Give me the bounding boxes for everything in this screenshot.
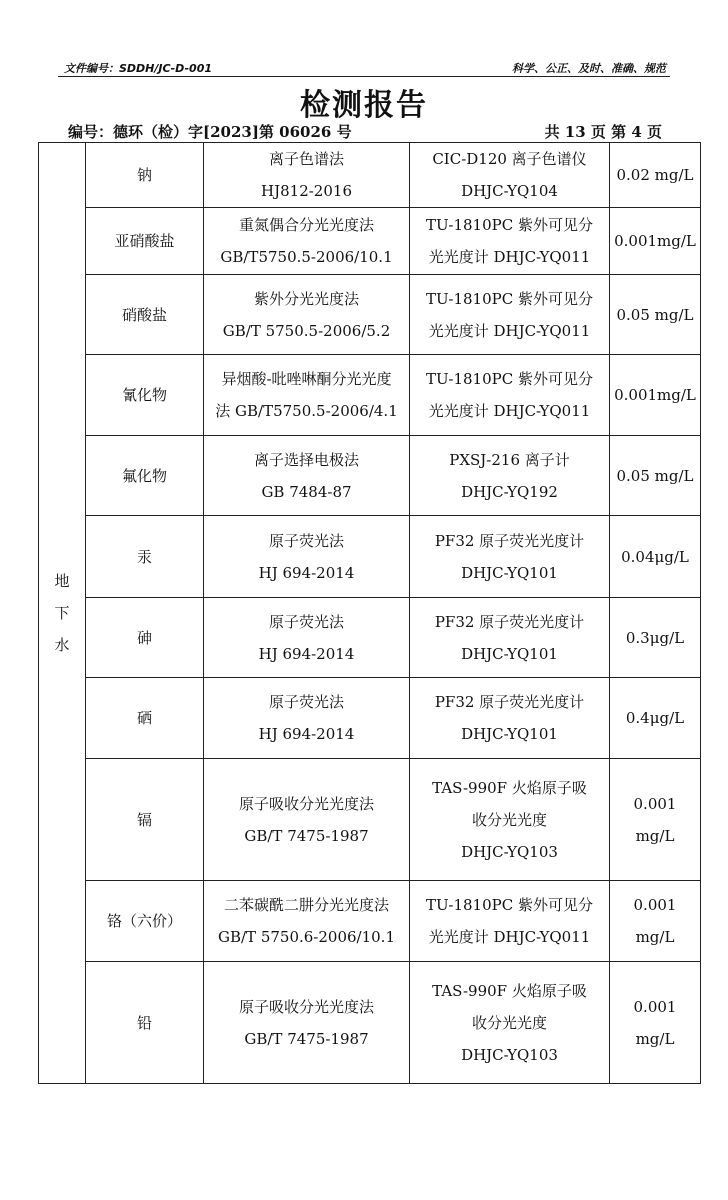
instrument-line: DHJC-YQ103 — [461, 842, 558, 861]
limit-cell: 0.001 mg/L — [610, 962, 701, 1084]
method-cell — [204, 143, 410, 208]
table-row — [39, 355, 701, 436]
limit-cell: 0.001mg/L — [610, 355, 701, 436]
method-table — [38, 142, 701, 1084]
instrument-cell — [410, 962, 610, 1084]
instrument-line: PF32 原子荧光光度计 — [434, 612, 585, 631]
instrument-line: DHJC-YQ192 — [461, 482, 558, 501]
table-row — [39, 881, 701, 962]
limit-cell: 0.001 mg/L — [610, 881, 701, 962]
category-char: 水 — [54, 636, 70, 654]
motto: 科学、公正、及时、准确、规范 — [512, 62, 666, 75]
method-line: 重氮偶合分光光度法 — [238, 216, 374, 234]
report-number: 编号：德环（检）字[2023]第 06026 号 — [68, 123, 352, 141]
table-row — [39, 962, 701, 1084]
method-cell — [204, 275, 410, 355]
method-line: 二苯碳酰二肼分光光度法 — [223, 896, 389, 914]
instrument-cell — [410, 598, 610, 678]
method-line: 原子荧光法 — [268, 693, 344, 711]
method-cell — [204, 516, 410, 598]
document-header — [58, 58, 670, 76]
limit-cell: 0.05 mg/L — [610, 275, 701, 355]
instrument-line: TU-1810PC 紫外可见分 — [426, 216, 593, 234]
instrument-line: DHJC-YQ101 — [461, 644, 558, 663]
header-divider — [58, 76, 670, 77]
instrument-cell — [410, 275, 610, 355]
instrument-line: TU-1810PC 紫外可见分 — [426, 370, 593, 388]
page-count: 共 13 页 第 4 页 — [544, 123, 662, 141]
instrument-line: TAS-990F 火焰原子吸 — [432, 778, 587, 797]
instrument-cell — [410, 355, 610, 436]
method-line: 原子吸收分光光度法 — [238, 794, 374, 813]
method-line: HJ 694-2014 — [258, 644, 355, 663]
category-char: 下 — [54, 604, 70, 622]
instrument-line: PF32 原子荧光光度计 — [434, 531, 585, 550]
item-cell: 硝酸盐 — [86, 275, 204, 355]
limit-cell: 0.05 mg/L — [610, 436, 701, 516]
instrument-line: CIC-D120 离子色谱仪 — [432, 150, 587, 168]
item-cell: 铬（六价） — [86, 881, 204, 962]
instrument-cell — [410, 436, 610, 516]
category-char: 地 — [54, 572, 70, 590]
instrument-cell — [410, 516, 610, 598]
instrument-cell — [410, 208, 610, 275]
table-row — [39, 678, 701, 759]
method-cell — [204, 208, 410, 275]
instrument-cell — [410, 678, 610, 759]
limit-cell: 0.4μg/L — [610, 678, 701, 759]
instrument-line: 光光度计 DHJC-YQ011 — [428, 321, 591, 340]
instrument-line: TAS-990F 火焰原子吸 — [432, 981, 587, 1000]
table-row — [39, 143, 701, 208]
instrument-cell — [410, 759, 610, 881]
instrument-line: PF32 原子荧光光度计 — [434, 693, 585, 711]
method-cell — [204, 355, 410, 436]
method-line: 原子荧光法 — [268, 531, 344, 550]
limit-cell: 0.3μg/L — [610, 598, 701, 678]
method-cell — [204, 759, 410, 881]
method-line: HJ812-2016 — [261, 182, 352, 200]
method-line: 原子荧光法 — [268, 612, 344, 631]
method-line: GB/T 5750.5-2006/5.2 — [222, 321, 391, 340]
method-line: GB 7484-87 — [261, 482, 352, 501]
category-cell — [39, 143, 86, 1084]
instrument-cell — [410, 143, 610, 208]
table-row — [39, 208, 701, 275]
item-cell: 氰化物 — [86, 355, 204, 436]
file-number: 文件编号：SDDH/JC-D-001 — [64, 62, 213, 75]
item-cell: 铅 — [86, 962, 204, 1084]
method-cell — [204, 436, 410, 516]
instrument-line: DHJC-YQ104 — [461, 182, 558, 200]
item-cell: 汞 — [86, 516, 204, 598]
method-line: 离子色谱法 — [268, 150, 344, 168]
method-cell — [204, 962, 410, 1084]
method-line: 紫外分光光度法 — [253, 289, 359, 308]
instrument-line: 光光度计 DHJC-YQ011 — [428, 928, 591, 946]
table-row — [39, 759, 701, 881]
instrument-line: 收分光光度 — [471, 810, 547, 829]
item-cell: 砷 — [86, 598, 204, 678]
method-line: 法 GB/T5750.5-2006/4.1 — [215, 402, 398, 420]
instrument-line: 光光度计 DHJC-YQ011 — [428, 248, 591, 266]
table-body — [39, 143, 701, 1084]
limit-cell: 0.001 mg/L — [610, 759, 701, 881]
instrument-line: PXSJ-216 离子计 — [449, 450, 570, 469]
method-line: 离子选择电极法 — [253, 450, 359, 469]
instrument-line: DHJC-YQ103 — [461, 1045, 558, 1064]
limit-cell: 0.001mg/L — [610, 208, 701, 275]
method-line: GB/T 7475-1987 — [244, 826, 369, 845]
item-cell: 钠 — [86, 143, 204, 208]
instrument-line: 光光度计 DHJC-YQ011 — [428, 402, 591, 420]
method-line: 异烟酸-吡唑啉酮分光光度 — [221, 370, 392, 388]
method-line: GB/T 5750.6-2006/10.1 — [217, 928, 395, 946]
method-cell — [204, 678, 410, 759]
table-row — [39, 516, 701, 598]
method-line: GB/T5750.5-2006/10.1 — [220, 248, 393, 266]
limit-cell: 0.04μg/L — [610, 516, 701, 598]
table-row — [39, 598, 701, 678]
instrument-cell — [410, 881, 610, 962]
instrument-line: 收分光光度 — [471, 1013, 547, 1032]
page-title: 检测报告 — [300, 88, 428, 123]
item-cell: 硒 — [86, 678, 204, 759]
method-cell — [204, 598, 410, 678]
method-line: HJ 694-2014 — [258, 725, 355, 743]
instrument-line: TU-1810PC 紫外可见分 — [426, 289, 593, 308]
item-cell: 氟化物 — [86, 436, 204, 516]
method-line: HJ 694-2014 — [258, 563, 355, 582]
method-line: GB/T 7475-1987 — [244, 1029, 369, 1048]
table-row — [39, 275, 701, 355]
table-row — [39, 436, 701, 516]
method-cell — [204, 881, 410, 962]
item-cell: 亚硝酸盐 — [86, 208, 204, 275]
method-line: 原子吸收分光光度法 — [238, 997, 374, 1016]
item-cell: 镉 — [86, 759, 204, 881]
instrument-line: DHJC-YQ101 — [461, 725, 558, 743]
instrument-line: DHJC-YQ101 — [461, 563, 558, 582]
instrument-line: TU-1810PC 紫外可见分 — [426, 896, 593, 914]
limit-cell: 0.02 mg/L — [610, 143, 701, 208]
